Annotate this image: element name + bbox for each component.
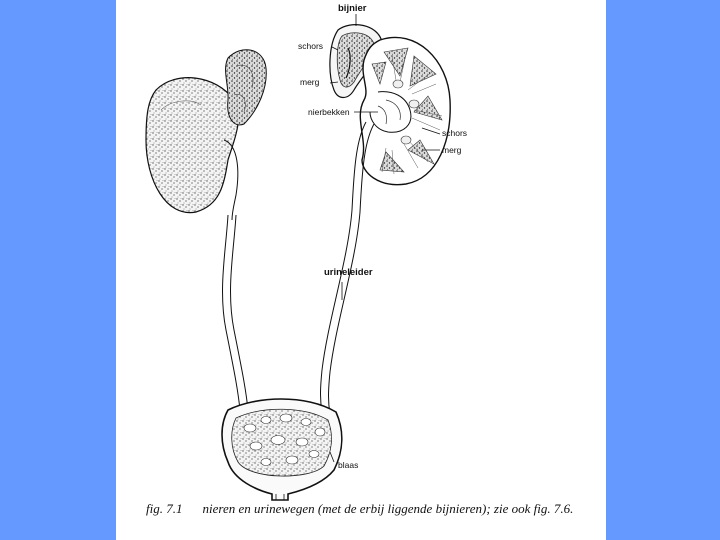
right-kidney-section — [360, 37, 450, 184]
label-nierbekken: nierbekken — [308, 107, 350, 117]
label-urineleider: urineleider — [324, 267, 373, 278]
bladder — [222, 399, 342, 500]
left-adrenal-gland — [226, 50, 267, 125]
figure-page — [116, 0, 606, 540]
label-blaas: blaas — [338, 460, 359, 470]
label-merg-right: merg — [442, 145, 462, 155]
label-bijnier: bijnier — [338, 3, 367, 14]
left-kidney — [146, 78, 238, 213]
label-schors-right: schors — [442, 128, 468, 138]
figure-caption — [146, 501, 573, 517]
label-merg-left: merg — [300, 77, 320, 87]
label-schors-left: schors — [298, 41, 324, 51]
figure-caption-text: nieren en urinewegen (met de erbij liggende bijnieren); zie ook fig. 7.6. — [202, 501, 574, 516]
figure-number: fig. 7.1 — [146, 501, 183, 516]
left-ureter — [223, 215, 248, 410]
